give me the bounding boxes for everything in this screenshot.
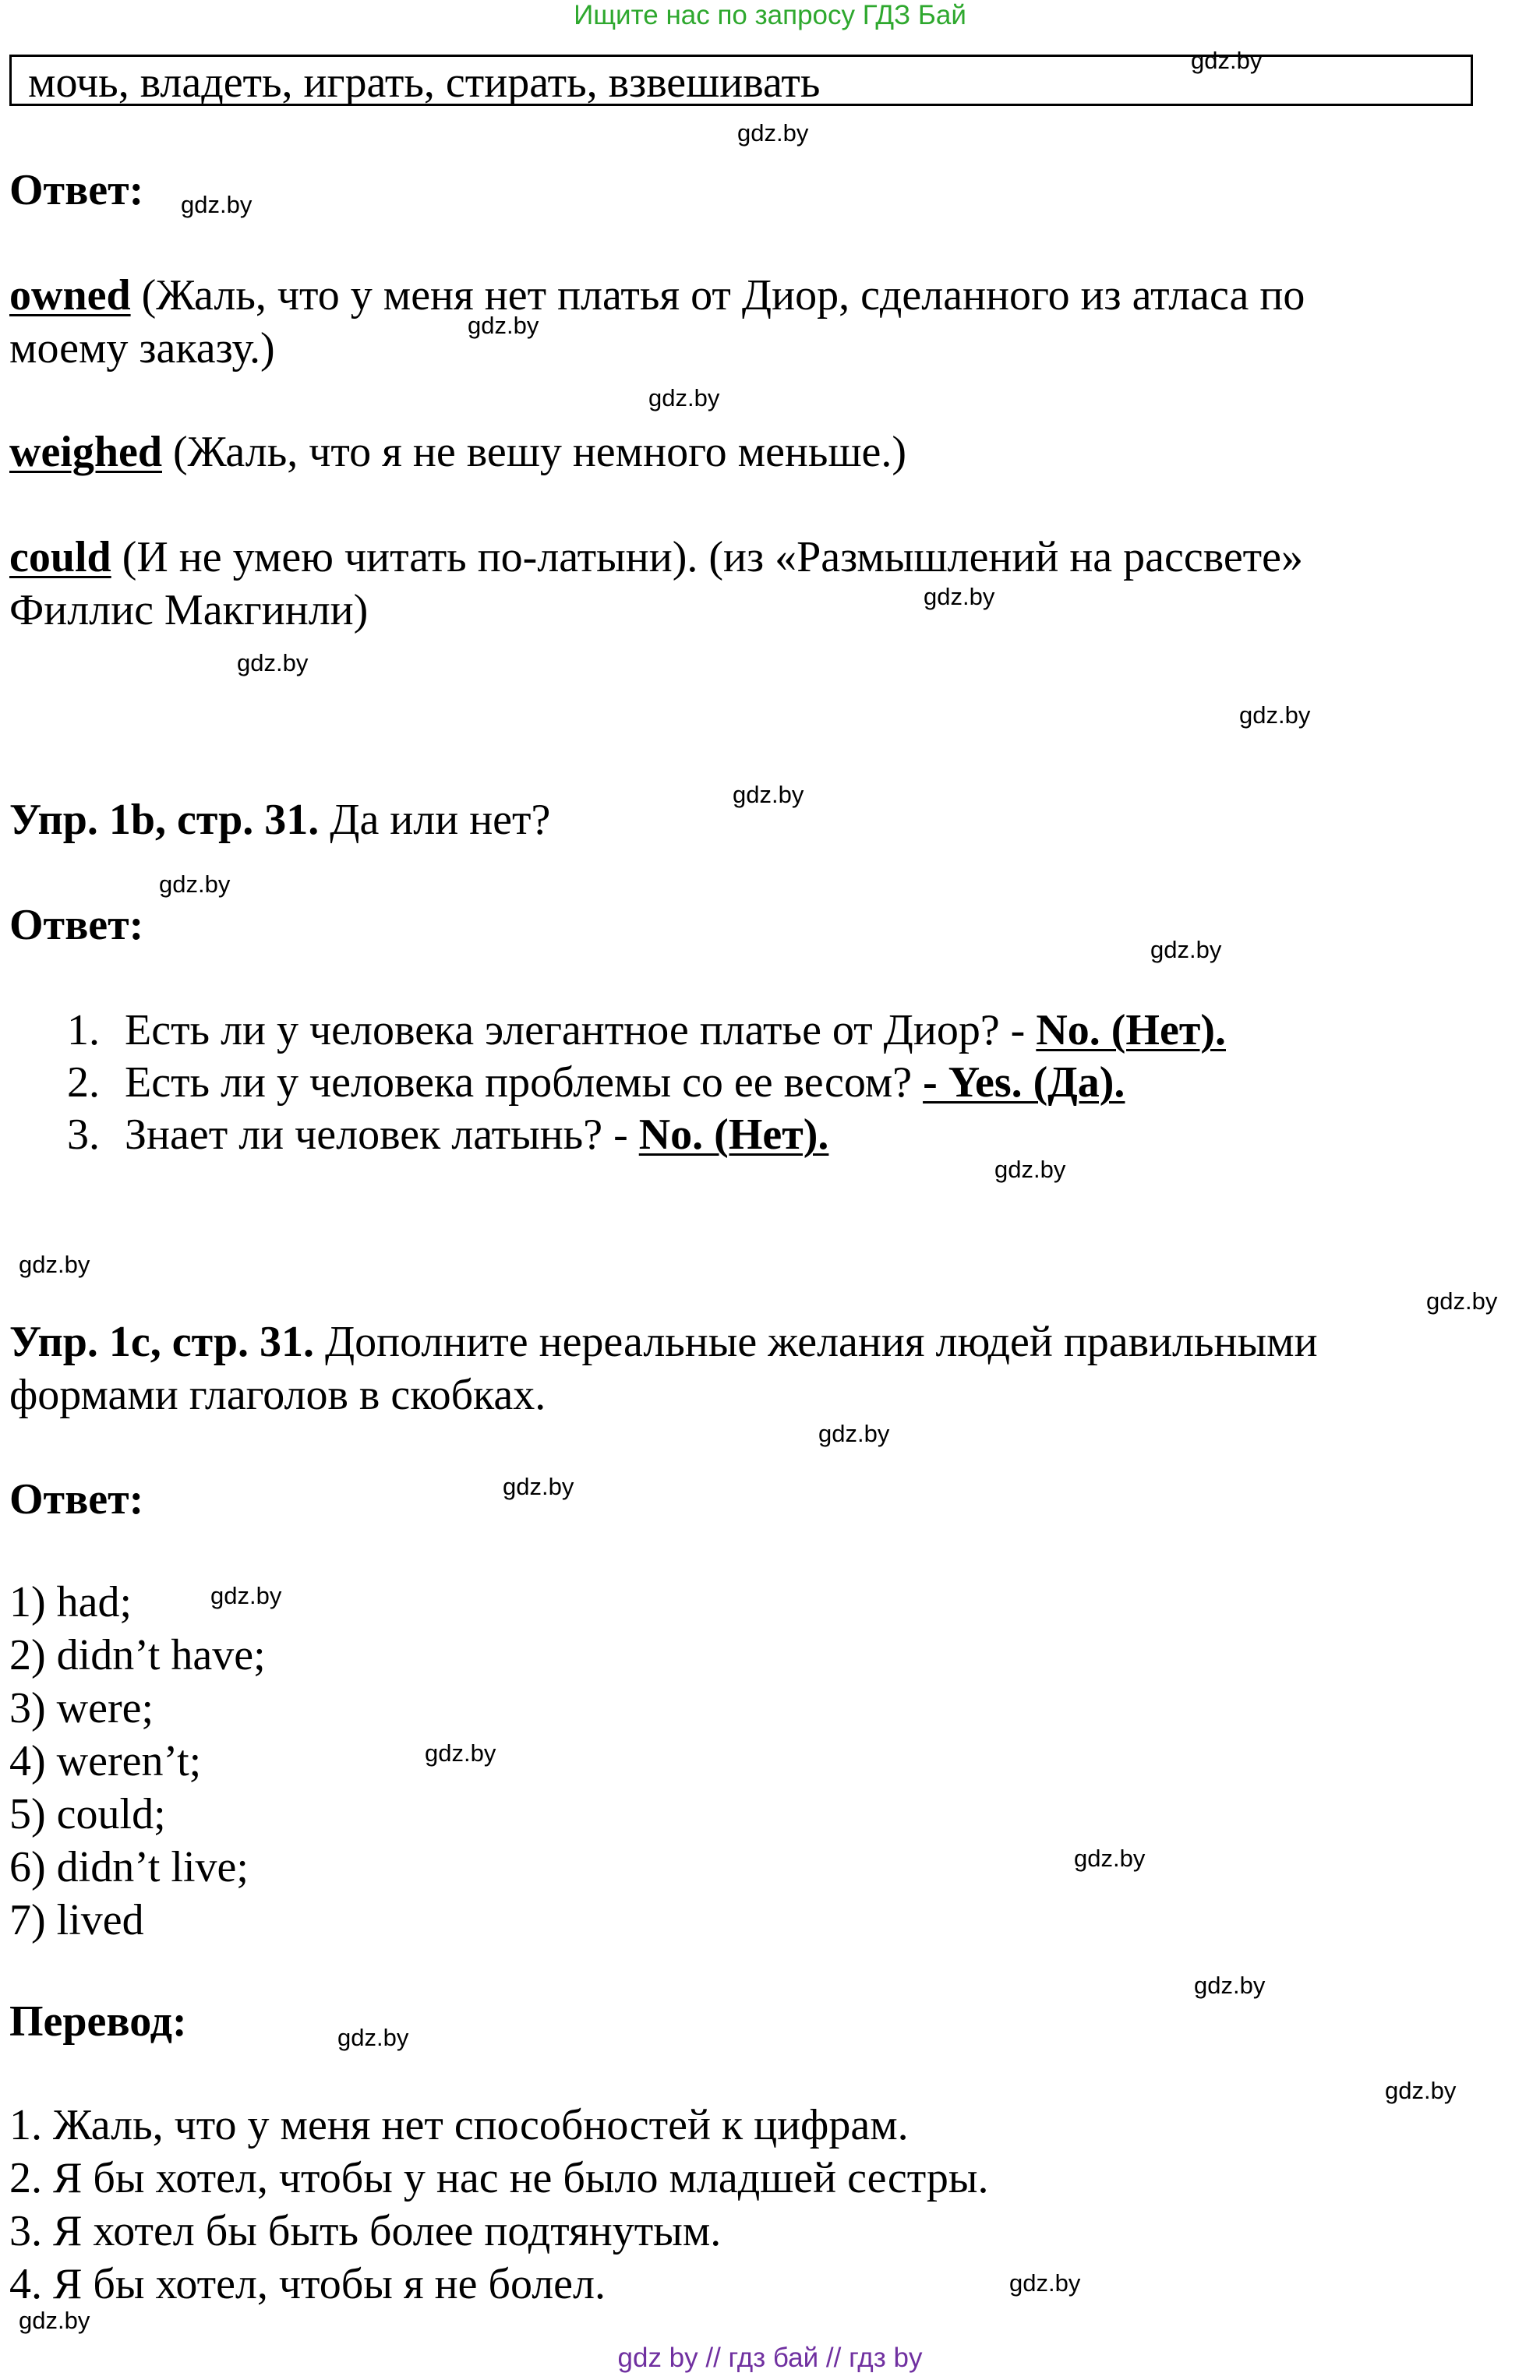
word-list: мочь, владеть, играть, стирать, взвешивать	[28, 58, 821, 107]
watermark: gdz.by	[924, 583, 995, 610]
question-text-1	[125, 1004, 1226, 1057]
watermark: gdz.by	[1150, 936, 1222, 963]
list-item: 4) weren’t;	[9, 1737, 202, 1785]
list-item: 1) had;	[9, 1578, 132, 1626]
list-item: 1. Жаль, что у меня нет способностей к цифрам.	[9, 2101, 909, 2149]
list-item: 6) didn’t live;	[9, 1843, 249, 1891]
list-item: 2) didn’t have;	[9, 1631, 266, 1679]
question-item	[67, 1056, 100, 1109]
question-answer: No. (Нет).	[638, 1111, 829, 1159]
list-item: 7) lived	[9, 1896, 144, 1944]
answer-word: weighed	[9, 428, 162, 476]
watermark: gdz.by	[1239, 701, 1311, 729]
watermark: gdz.by	[19, 2307, 90, 2334]
watermark: gdz.by	[1191, 47, 1263, 74]
watermark: gdz.by	[1426, 1287, 1498, 1315]
question-answer: - Yes. (Да).	[923, 1058, 1125, 1107]
footer-links[interactable]: gdz by // гдз бай // гдз by	[617, 2343, 923, 2373]
watermark: gdz.by	[733, 781, 804, 808]
exercise-ref: Упр. 1c, стр. 31.	[9, 1318, 314, 1366]
watermark: gdz.by	[648, 384, 720, 411]
answer-item-owned	[9, 269, 1305, 375]
list-item: 4. Я бы хотел, чтобы я не болел.	[9, 2260, 606, 2308]
exercise-heading-1c	[9, 1315, 1318, 1421]
list-item: 2. Я бы хотел, чтобы у нас не было младшей сестры.	[9, 2154, 989, 2202]
question-text-2	[125, 1056, 1125, 1109]
answer-item-could	[9, 531, 1303, 637]
question-number: 3.	[67, 1111, 100, 1159]
question-text-3	[125, 1108, 828, 1161]
watermark: gdz.by	[818, 1420, 890, 1447]
question-text: Есть ли у человека проблемы со ее весом?	[125, 1058, 924, 1107]
question-text: Есть ли у человека элегантное платье от Диор? -	[125, 1006, 1037, 1054]
exercise-title: Дополните нереальные желания людей правильными	[313, 1318, 1318, 1366]
answer-list	[9, 1576, 266, 1947]
translation-label: Перевод:	[9, 1997, 187, 2046]
answer-translation: (Жаль, что у меня нет платья от Диор, сделанного из атласа по	[130, 271, 1305, 320]
watermark: gdz.by	[159, 870, 231, 898]
answer-label: Ответ:	[9, 901, 144, 949]
question-item	[67, 1004, 100, 1057]
watermark: gdz.by	[503, 1473, 574, 1500]
watermark: gdz.by	[1009, 2269, 1081, 2297]
question-item	[67, 1108, 100, 1161]
answer-translation-cont: Филлис Макгинли)	[9, 586, 369, 634]
answer-item-weighed	[9, 426, 906, 478]
question-text: Знает ли человек латынь? -	[125, 1111, 639, 1159]
watermark: gdz.by	[737, 119, 809, 147]
answer-word: owned	[9, 271, 131, 320]
exercise-title: Да или нет?	[319, 796, 551, 844]
watermark: gdz.by	[19, 1251, 90, 1278]
answer-translation-cont: моему заказу.)	[9, 324, 275, 373]
watermark: gdz.by	[1385, 2077, 1457, 2104]
watermark: gdz.by	[337, 2024, 409, 2051]
search-banner[interactable]: Ищите нас по запросу ГДЗ Бай	[574, 0, 966, 30]
question-number: 2.	[67, 1058, 100, 1107]
watermark: gdz.by	[468, 312, 539, 339]
list-item: 5) could;	[9, 1790, 166, 1838]
question-answer: No. (Нет).	[1036, 1006, 1226, 1054]
answer-translation: (Жаль, что я не вешу немного меньше.)	[162, 428, 907, 476]
watermark: gdz.by	[181, 191, 253, 218]
list-item: 3. Я хотел бы быть более подтянутым.	[9, 2207, 722, 2255]
watermark: gdz.by	[210, 1582, 282, 1609]
watermark: gdz.by	[237, 649, 309, 676]
answer-label: Ответ:	[9, 166, 144, 214]
answer-word: could	[9, 533, 111, 581]
watermark: gdz.by	[425, 1739, 496, 1767]
exercise-heading-1b	[9, 793, 550, 846]
translation-list	[9, 2099, 989, 2311]
exercise-title-cont: формами глаголов в скобках.	[9, 1371, 546, 1419]
watermark: gdz.by	[1194, 1972, 1266, 1999]
exercise-ref: Упр. 1b, стр. 31.	[9, 796, 320, 844]
question-number: 1.	[67, 1006, 100, 1054]
answer-translation: (И не умею читать по-латыни). (из «Размышлений на рассвете»	[111, 533, 1304, 581]
watermark: gdz.by	[1074, 1845, 1146, 1872]
watermark: gdz.by	[994, 1156, 1066, 1183]
list-item: 3) were;	[9, 1684, 154, 1732]
answer-label: Ответ:	[9, 1475, 144, 1524]
